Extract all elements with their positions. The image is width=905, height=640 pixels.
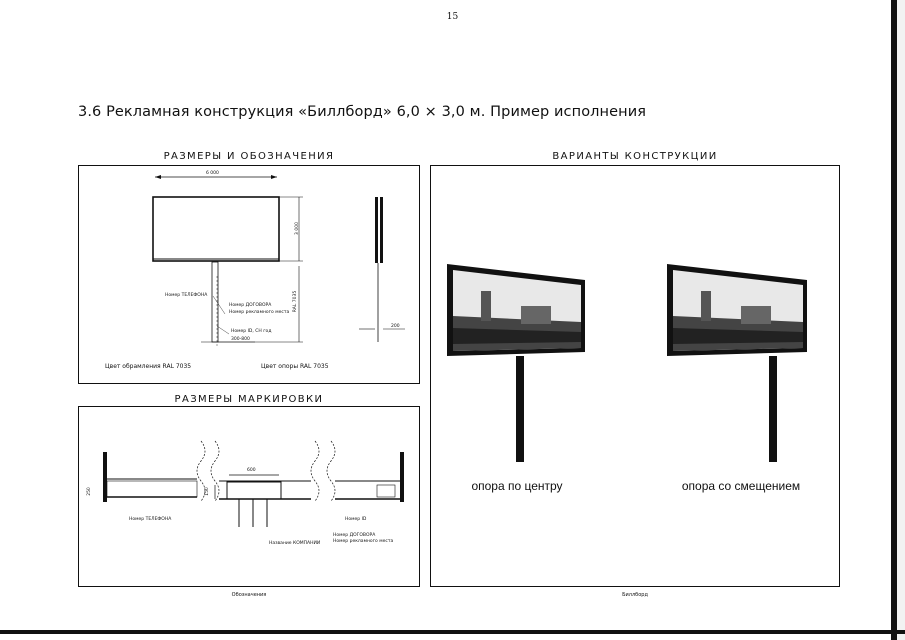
plate-width-dimension: 600: [247, 468, 256, 473]
dimensions-panel: [78, 165, 420, 384]
marking-company-label: Название КОМПАНИИ: [269, 541, 321, 546]
center-support-label: опора по центру: [471, 479, 563, 493]
band-height-dimension: 250: [86, 487, 92, 496]
plate-height-dimension: 150: [204, 487, 210, 496]
frame-color-note: Цвет обрамления RAL 7035: [105, 363, 192, 370]
marking-id-label: Номер ID: [345, 517, 367, 522]
contract-label: Номер ДОГОВОРА: [229, 303, 272, 308]
width-dimension: 6 000: [206, 171, 219, 176]
variants-footer: Биллборд: [622, 592, 648, 598]
placement-label: Номер рекламного места: [229, 310, 290, 315]
page-title: 3.6 Рекламная конструкция «Биллборд» 6,0 × 3,0 м. Пример исполнения: [78, 104, 647, 120]
marking-contract-label: Номер ДОГОВОРА: [333, 533, 376, 538]
thickness-dimension: 200: [391, 324, 400, 329]
height-dimension: 3 000: [294, 222, 300, 235]
dimensions-caption: РАЗМЕРЫ И ОБОЗНАЧЕНИЯ: [163, 151, 335, 162]
marking-footer: Обозначения: [231, 592, 267, 598]
page-edge-bottom: [0, 630, 905, 634]
marking-caption: РАЗМЕРЫ МАРКИРОВКИ: [174, 394, 324, 405]
support-height-dimension: RAL 7035: [293, 290, 299, 313]
variants-panel: [430, 165, 840, 587]
marking-placement-label: Номер рекламного места: [333, 539, 394, 544]
support-color-note: Цвет опоры RAL 7035: [261, 363, 329, 370]
marking-phone-label: Номер ТЕЛЕФОНА: [129, 517, 172, 522]
variants-caption: ВАРИАНТЫ КОНСТРУКЦИИ: [552, 151, 718, 162]
marking-panel: [78, 406, 420, 587]
id-label: Номер ID, СН год: [231, 329, 272, 334]
variants-drawing: [431, 166, 839, 586]
page-edge-shadow: [897, 0, 905, 640]
marking-drawing: [79, 407, 419, 586]
page-number: 15: [446, 12, 459, 22]
dimensions-drawing: [79, 166, 419, 383]
offset-dimension: 300-800: [231, 337, 250, 342]
offset-support-label: опора со смещением: [681, 479, 801, 493]
phone-label: Номер ТЕЛЕФОНА: [165, 293, 208, 298]
